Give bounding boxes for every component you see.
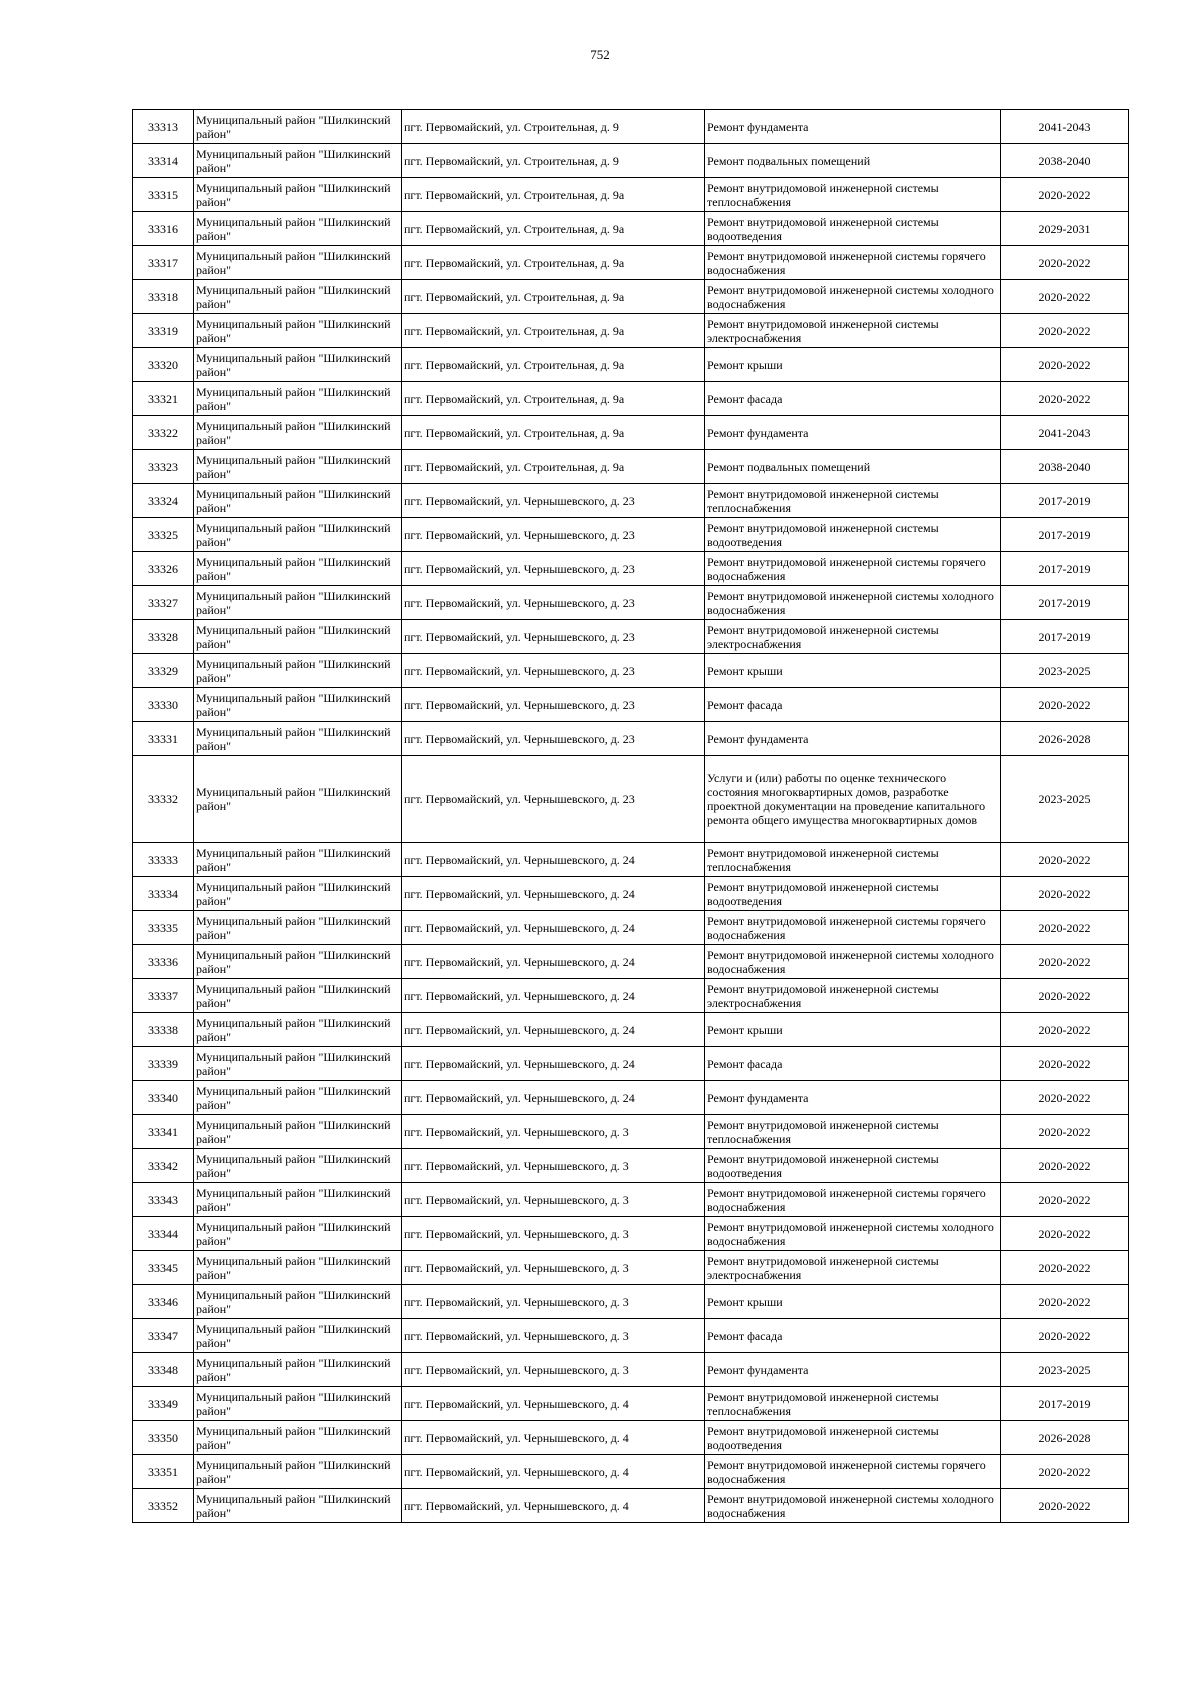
period-cell: 2020-2022 xyxy=(1001,688,1129,722)
work-type-cell: Ремонт крыши xyxy=(705,1013,1001,1047)
record-number-cell: 33314 xyxy=(133,144,194,178)
work-type-cell: Ремонт внутридомовой инженерной системы теплоснабжения xyxy=(705,484,1001,518)
address-cell: пгт. Первомайский, ул. Строительная, д. 9 xyxy=(402,144,705,178)
address-cell: пгт. Первомайский, ул. Чернышевского, д. 24 xyxy=(402,979,705,1013)
address-cell: пгт. Первомайский, ул. Строительная, д. 9а xyxy=(402,382,705,416)
municipality-cell: Муниципальный район "Шилкинский район" xyxy=(194,110,402,144)
address-cell: пгт. Первомайский, ул. Чернышевского, д. 24 xyxy=(402,911,705,945)
municipality-cell: Муниципальный район "Шилкинский район" xyxy=(194,1319,402,1353)
municipality-cell: Муниципальный район "Шилкинский район" xyxy=(194,688,402,722)
municipality-cell: Муниципальный район "Шилкинский район" xyxy=(194,1489,402,1523)
work-type-cell: Ремонт внутридомовой инженерной системы холодного водоснабжения xyxy=(705,1489,1001,1523)
period-cell: 2017-2019 xyxy=(1001,1387,1129,1421)
municipality-cell: Муниципальный район "Шилкинский район" xyxy=(194,144,402,178)
municipality-cell: Муниципальный район "Шилкинский район" xyxy=(194,1353,402,1387)
period-cell: 2020-2022 xyxy=(1001,1251,1129,1285)
record-number-cell: 33320 xyxy=(133,348,194,382)
period-cell: 2020-2022 xyxy=(1001,1047,1129,1081)
table-row xyxy=(133,144,1129,178)
period-cell: 2020-2022 xyxy=(1001,1217,1129,1251)
address-cell: пгт. Первомайский, ул. Чернышевского, д. 4 xyxy=(402,1387,705,1421)
work-type-cell: Ремонт фасада xyxy=(705,1047,1001,1081)
record-number-cell: 33349 xyxy=(133,1387,194,1421)
work-type-cell: Ремонт фундамента xyxy=(705,110,1001,144)
work-type-cell: Ремонт внутридомовой инженерной системы горячего водоснабжения xyxy=(705,1455,1001,1489)
municipality-cell: Муниципальный район "Шилкинский район" xyxy=(194,280,402,314)
period-cell: 2020-2022 xyxy=(1001,1081,1129,1115)
record-number-cell: 33317 xyxy=(133,246,194,280)
period-cell: 2017-2019 xyxy=(1001,552,1129,586)
record-number-cell: 33333 xyxy=(133,843,194,877)
table-row xyxy=(133,654,1129,688)
period-cell: 2020-2022 xyxy=(1001,246,1129,280)
municipality-cell: Муниципальный район "Шилкинский район" xyxy=(194,1149,402,1183)
period-cell: 2020-2022 xyxy=(1001,1319,1129,1353)
municipality-cell: Муниципальный район "Шилкинский район" xyxy=(194,756,402,843)
municipality-cell: Муниципальный район "Шилкинский район" xyxy=(194,178,402,212)
municipality-cell: Муниципальный район "Шилкинский район" xyxy=(194,552,402,586)
address-cell: пгт. Первомайский, ул. Чернышевского, д. 4 xyxy=(402,1421,705,1455)
address-cell: пгт. Первомайский, ул. Чернышевского, д. 23 xyxy=(402,722,705,756)
municipality-cell: Муниципальный район "Шилкинский район" xyxy=(194,1421,402,1455)
period-cell: 2020-2022 xyxy=(1001,945,1129,979)
table-row xyxy=(133,688,1129,722)
municipality-cell: Муниципальный район "Шилкинский район" xyxy=(194,1217,402,1251)
record-number-cell: 33329 xyxy=(133,654,194,688)
address-cell: пгт. Первомайский, ул. Строительная, д. 9а xyxy=(402,280,705,314)
address-cell: пгт. Первомайский, ул. Строительная, д. 9а xyxy=(402,314,705,348)
work-type-cell: Ремонт внутридомовой инженерной системы теплоснабжения xyxy=(705,1387,1001,1421)
table-row xyxy=(133,1183,1129,1217)
work-type-cell: Ремонт внутридомовой инженерной системы электроснабжения xyxy=(705,1251,1001,1285)
address-cell: пгт. Первомайский, ул. Чернышевского, д. 4 xyxy=(402,1489,705,1523)
address-cell: пгт. Первомайский, ул. Чернышевского, д. 23 xyxy=(402,552,705,586)
table-row xyxy=(133,756,1129,843)
period-cell: 2020-2022 xyxy=(1001,877,1129,911)
record-number-cell: 33336 xyxy=(133,945,194,979)
period-cell: 2026-2028 xyxy=(1001,1421,1129,1455)
municipality-cell: Муниципальный район "Шилкинский район" xyxy=(194,1047,402,1081)
municipality-cell: Муниципальный район "Шилкинский район" xyxy=(194,314,402,348)
table-row xyxy=(133,911,1129,945)
address-cell: пгт. Первомайский, ул. Чернышевского, д. 3 xyxy=(402,1353,705,1387)
address-cell: пгт. Первомайский, ул. Строительная, д. 9а xyxy=(402,246,705,280)
table-body xyxy=(133,110,1129,1523)
period-cell: 2026-2028 xyxy=(1001,722,1129,756)
municipality-cell: Муниципальный район "Шилкинский район" xyxy=(194,518,402,552)
municipality-cell: Муниципальный район "Шилкинский район" xyxy=(194,1251,402,1285)
table-row xyxy=(133,382,1129,416)
address-cell: пгт. Первомайский, ул. Чернышевского, д. 23 xyxy=(402,756,705,843)
municipality-cell: Муниципальный район "Шилкинский район" xyxy=(194,1013,402,1047)
work-type-cell: Ремонт фундамента xyxy=(705,1353,1001,1387)
period-cell: 2038-2040 xyxy=(1001,450,1129,484)
period-cell: 2020-2022 xyxy=(1001,1285,1129,1319)
record-number-cell: 33315 xyxy=(133,178,194,212)
municipality-cell: Муниципальный район "Шилкинский район" xyxy=(194,484,402,518)
address-cell: пгт. Первомайский, ул. Чернышевского, д. 3 xyxy=(402,1285,705,1319)
record-number-cell: 33345 xyxy=(133,1251,194,1285)
work-type-cell: Ремонт внутридомовой инженерной системы холодного водоснабжения xyxy=(705,280,1001,314)
address-cell: пгт. Первомайский, ул. Строительная, д. 9а xyxy=(402,450,705,484)
period-cell: 2020-2022 xyxy=(1001,1149,1129,1183)
record-number-cell: 33316 xyxy=(133,212,194,246)
record-number-cell: 33347 xyxy=(133,1319,194,1353)
record-number-cell: 33323 xyxy=(133,450,194,484)
work-type-cell: Ремонт фасада xyxy=(705,1319,1001,1353)
work-type-cell: Ремонт фундамента xyxy=(705,722,1001,756)
work-type-cell: Ремонт фундамента xyxy=(705,1081,1001,1115)
work-type-cell: Ремонт внутридомовой инженерной системы водоотведения xyxy=(705,1149,1001,1183)
period-cell: 2020-2022 xyxy=(1001,1489,1129,1523)
municipality-cell: Муниципальный район "Шилкинский район" xyxy=(194,911,402,945)
record-number-cell: 33342 xyxy=(133,1149,194,1183)
record-number-cell: 33330 xyxy=(133,688,194,722)
work-type-cell: Ремонт внутридомовой инженерной системы горячего водоснабжения xyxy=(705,552,1001,586)
record-number-cell: 33352 xyxy=(133,1489,194,1523)
record-number-cell: 33339 xyxy=(133,1047,194,1081)
table-row xyxy=(133,1285,1129,1319)
municipality-cell: Муниципальный район "Шилкинский район" xyxy=(194,348,402,382)
table-row xyxy=(133,1319,1129,1353)
record-number-cell: 33341 xyxy=(133,1115,194,1149)
address-cell: пгт. Первомайский, ул. Чернышевского, д. 23 xyxy=(402,586,705,620)
address-cell: пгт. Первомайский, ул. Чернышевского, д. 4 xyxy=(402,1455,705,1489)
address-cell: пгт. Первомайский, ул. Чернышевского, д. 24 xyxy=(402,1013,705,1047)
record-number-cell: 33331 xyxy=(133,722,194,756)
table-row xyxy=(133,1251,1129,1285)
work-type-cell: Ремонт внутридомовой инженерной системы горячего водоснабжения xyxy=(705,246,1001,280)
work-type-cell: Ремонт внутридомовой инженерной системы электроснабжения xyxy=(705,620,1001,654)
table-row xyxy=(133,722,1129,756)
work-type-cell: Услуги и (или) работы по оценке технического состояния многоквартирных домов, разработке проектной документации на проведение капитального ремонта общего имущества многоквартирных домов xyxy=(705,756,1001,843)
work-type-cell: Ремонт внутридомовой инженерной системы водоотведения xyxy=(705,877,1001,911)
period-cell: 2029-2031 xyxy=(1001,212,1129,246)
table-row xyxy=(133,280,1129,314)
table-row xyxy=(133,314,1129,348)
work-type-cell: Ремонт внутридомовой инженерной системы теплоснабжения xyxy=(705,843,1001,877)
table-row xyxy=(133,1353,1129,1387)
municipality-cell: Муниципальный район "Шилкинский район" xyxy=(194,654,402,688)
period-cell: 2020-2022 xyxy=(1001,314,1129,348)
record-number-cell: 33335 xyxy=(133,911,194,945)
municipality-cell: Муниципальный район "Шилкинский район" xyxy=(194,877,402,911)
address-cell: пгт. Первомайский, ул. Чернышевского, д. 24 xyxy=(402,1081,705,1115)
table-row xyxy=(133,212,1129,246)
work-type-cell: Ремонт фундамента xyxy=(705,416,1001,450)
table-row xyxy=(133,620,1129,654)
record-number-cell: 33328 xyxy=(133,620,194,654)
address-cell: пгт. Первомайский, ул. Строительная, д. 9а xyxy=(402,178,705,212)
period-cell: 2020-2022 xyxy=(1001,178,1129,212)
table-row xyxy=(133,843,1129,877)
table-row xyxy=(133,178,1129,212)
period-cell: 2020-2022 xyxy=(1001,979,1129,1013)
record-number-cell: 33348 xyxy=(133,1353,194,1387)
table-row xyxy=(133,1081,1129,1115)
page-number: 752 xyxy=(590,47,610,62)
address-cell: пгт. Первомайский, ул. Чернышевского, д. 23 xyxy=(402,484,705,518)
work-type-cell: Ремонт подвальных помещений xyxy=(705,450,1001,484)
table-row xyxy=(133,1387,1129,1421)
table-row xyxy=(133,877,1129,911)
period-cell: 2020-2022 xyxy=(1001,911,1129,945)
address-cell: пгт. Первомайский, ул. Строительная, д. 9 xyxy=(402,110,705,144)
municipality-cell: Муниципальный район "Шилкинский район" xyxy=(194,1183,402,1217)
table-row xyxy=(133,552,1129,586)
period-cell: 2020-2022 xyxy=(1001,1183,1129,1217)
period-cell: 2020-2022 xyxy=(1001,348,1129,382)
address-cell: пгт. Первомайский, ул. Чернышевского, д. 23 xyxy=(402,518,705,552)
address-cell: пгт. Первомайский, ул. Чернышевского, д. 23 xyxy=(402,620,705,654)
record-number-cell: 33318 xyxy=(133,280,194,314)
period-cell: 2041-2043 xyxy=(1001,416,1129,450)
address-cell: пгт. Первомайский, ул. Строительная, д. 9а xyxy=(402,416,705,450)
municipality-cell: Муниципальный район "Шилкинский район" xyxy=(194,945,402,979)
work-type-cell: Ремонт внутридомовой инженерной системы теплоснабжения xyxy=(705,178,1001,212)
period-cell: 2020-2022 xyxy=(1001,843,1129,877)
period-cell: 2023-2025 xyxy=(1001,756,1129,843)
period-cell: 2017-2019 xyxy=(1001,484,1129,518)
work-type-cell: Ремонт внутридомовой инженерной системы горячего водоснабжения xyxy=(705,911,1001,945)
municipality-cell: Муниципальный район "Шилкинский район" xyxy=(194,843,402,877)
period-cell: 2017-2019 xyxy=(1001,518,1129,552)
municipality-cell: Муниципальный район "Шилкинский район" xyxy=(194,450,402,484)
record-number-cell: 33327 xyxy=(133,586,194,620)
period-cell: 2041-2043 xyxy=(1001,110,1129,144)
record-number-cell: 33334 xyxy=(133,877,194,911)
municipality-cell: Муниципальный район "Шилкинский район" xyxy=(194,722,402,756)
record-number-cell: 33324 xyxy=(133,484,194,518)
period-cell: 2020-2022 xyxy=(1001,280,1129,314)
record-number-cell: 33325 xyxy=(133,518,194,552)
municipality-cell: Муниципальный район "Шилкинский район" xyxy=(194,1455,402,1489)
period-cell: 2020-2022 xyxy=(1001,1115,1129,1149)
municipality-cell: Муниципальный район "Шилкинский район" xyxy=(194,212,402,246)
table-row xyxy=(133,348,1129,382)
period-cell: 2020-2022 xyxy=(1001,1013,1129,1047)
municipality-cell: Муниципальный район "Шилкинский район" xyxy=(194,979,402,1013)
work-type-cell: Ремонт внутридомовой инженерной системы водоотведения xyxy=(705,518,1001,552)
municipality-cell: Муниципальный район "Шилкинский район" xyxy=(194,620,402,654)
record-number-cell: 33344 xyxy=(133,1217,194,1251)
work-type-cell: Ремонт фасада xyxy=(705,688,1001,722)
work-type-cell: Ремонт внутридомовой инженерной системы холодного водоснабжения xyxy=(705,586,1001,620)
table-row xyxy=(133,1047,1129,1081)
record-number-cell: 33337 xyxy=(133,979,194,1013)
table-row xyxy=(133,246,1129,280)
record-number-cell: 33340 xyxy=(133,1081,194,1115)
work-type-cell: Ремонт внутридомовой инженерной системы электроснабжения xyxy=(705,314,1001,348)
address-cell: пгт. Первомайский, ул. Чернышевского, д. 23 xyxy=(402,654,705,688)
address-cell: пгт. Первомайский, ул. Чернышевского, д. 24 xyxy=(402,877,705,911)
work-type-cell: Ремонт внутридомовой инженерной системы водоотведения xyxy=(705,212,1001,246)
work-type-cell: Ремонт внутридомовой инженерной системы горячего водоснабжения xyxy=(705,1183,1001,1217)
table-row xyxy=(133,586,1129,620)
municipality-cell: Муниципальный район "Шилкинский район" xyxy=(194,586,402,620)
period-cell: 2023-2025 xyxy=(1001,654,1129,688)
record-number-cell: 33332 xyxy=(133,756,194,843)
work-type-cell: Ремонт внутридомовой инженерной системы теплоснабжения xyxy=(705,1115,1001,1149)
municipality-cell: Муниципальный район "Шилкинский район" xyxy=(194,1387,402,1421)
table-row xyxy=(133,979,1129,1013)
work-type-cell: Ремонт крыши xyxy=(705,1285,1001,1319)
municipality-cell: Муниципальный район "Шилкинский район" xyxy=(194,1115,402,1149)
period-cell: 2023-2025 xyxy=(1001,1353,1129,1387)
work-type-cell: Ремонт крыши xyxy=(705,348,1001,382)
address-cell: пгт. Первомайский, ул. Чернышевского, д. 3 xyxy=(402,1115,705,1149)
table-row xyxy=(133,518,1129,552)
municipality-cell: Муниципальный район "Шилкинский район" xyxy=(194,1285,402,1319)
address-cell: пгт. Первомайский, ул. Чернышевского, д. 23 xyxy=(402,688,705,722)
work-type-cell: Ремонт фасада xyxy=(705,382,1001,416)
record-number-cell: 33319 xyxy=(133,314,194,348)
address-cell: пгт. Первомайский, ул. Чернышевского, д. 3 xyxy=(402,1183,705,1217)
work-type-cell: Ремонт подвальных помещений xyxy=(705,144,1001,178)
record-number-cell: 33321 xyxy=(133,382,194,416)
work-type-cell: Ремонт крыши xyxy=(705,654,1001,688)
address-cell: пгт. Первомайский, ул. Чернышевского, д. 24 xyxy=(402,843,705,877)
address-cell: пгт. Первомайский, ул. Чернышевского, д. 3 xyxy=(402,1319,705,1353)
table-row xyxy=(133,484,1129,518)
repair-schedule-table xyxy=(132,109,1129,1523)
table-row xyxy=(133,1149,1129,1183)
address-cell: пгт. Первомайский, ул. Чернышевского, д. 3 xyxy=(402,1217,705,1251)
address-cell: пгт. Первомайский, ул. Чернышевского, д. 3 xyxy=(402,1149,705,1183)
record-number-cell: 33313 xyxy=(133,110,194,144)
table-row xyxy=(133,110,1129,144)
table-row xyxy=(133,1013,1129,1047)
address-cell: пгт. Первомайский, ул. Чернышевского, д. 24 xyxy=(402,1047,705,1081)
table-row xyxy=(133,1421,1129,1455)
table-row xyxy=(133,945,1129,979)
municipality-cell: Муниципальный район "Шилкинский район" xyxy=(194,1081,402,1115)
record-number-cell: 33350 xyxy=(133,1421,194,1455)
record-number-cell: 33322 xyxy=(133,416,194,450)
table-row xyxy=(133,416,1129,450)
period-cell: 2017-2019 xyxy=(1001,620,1129,654)
record-number-cell: 33338 xyxy=(133,1013,194,1047)
address-cell: пгт. Первомайский, ул. Строительная, д. 9а xyxy=(402,348,705,382)
table-row xyxy=(133,1489,1129,1523)
work-type-cell: Ремонт внутридомовой инженерной системы водоотведения xyxy=(705,1421,1001,1455)
table-row xyxy=(133,1217,1129,1251)
record-number-cell: 33351 xyxy=(133,1455,194,1489)
address-cell: пгт. Первомайский, ул. Строительная, д. 9а xyxy=(402,212,705,246)
municipality-cell: Муниципальный район "Шилкинский район" xyxy=(194,246,402,280)
record-number-cell: 33326 xyxy=(133,552,194,586)
period-cell: 2038-2040 xyxy=(1001,144,1129,178)
table-row xyxy=(133,450,1129,484)
period-cell: 2017-2019 xyxy=(1001,586,1129,620)
municipality-cell: Муниципальный район "Шилкинский район" xyxy=(194,382,402,416)
table-row xyxy=(133,1455,1129,1489)
address-cell: пгт. Первомайский, ул. Чернышевского, д. 3 xyxy=(402,1251,705,1285)
work-type-cell: Ремонт внутридомовой инженерной системы холодного водоснабжения xyxy=(705,945,1001,979)
address-cell: пгт. Первомайский, ул. Чернышевского, д. 24 xyxy=(402,945,705,979)
work-type-cell: Ремонт внутридомовой инженерной системы электроснабжения xyxy=(705,979,1001,1013)
table-row xyxy=(133,1115,1129,1149)
record-number-cell: 33343 xyxy=(133,1183,194,1217)
work-type-cell: Ремонт внутридомовой инженерной системы холодного водоснабжения xyxy=(705,1217,1001,1251)
period-cell: 2020-2022 xyxy=(1001,382,1129,416)
municipality-cell: Муниципальный район "Шилкинский район" xyxy=(194,416,402,450)
period-cell: 2020-2022 xyxy=(1001,1455,1129,1489)
record-number-cell: 33346 xyxy=(133,1285,194,1319)
